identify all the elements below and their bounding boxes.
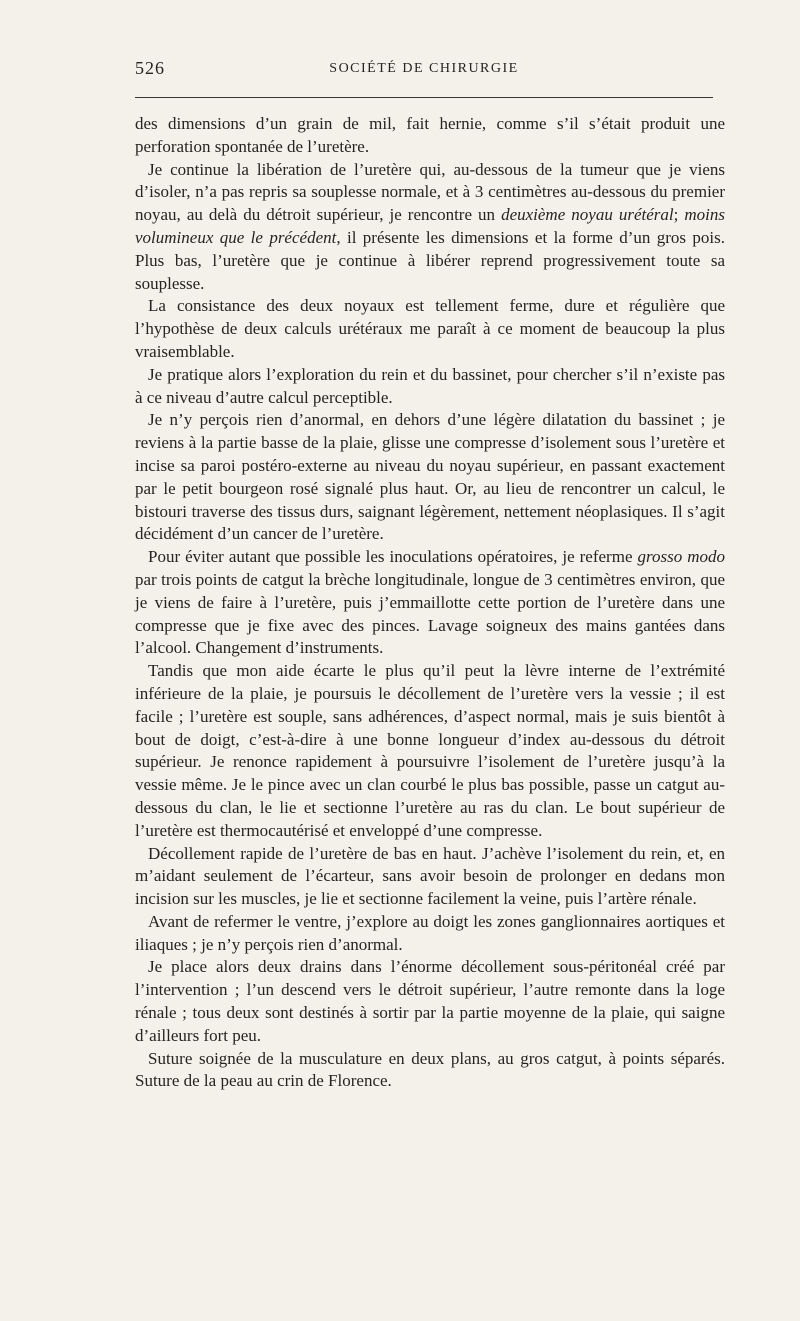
paragraph-2-italic-a: deuxième noyau urétéral [501, 205, 674, 225]
paragraph-6-text-a: Pour éviter autant que possible les inoculations opératoires, je referme [148, 547, 638, 567]
paragraph-6-italic: grosso modo [637, 547, 725, 567]
paragraph-7: Tandis que mon aide écarte le plus qu’il peut la lèvre interne de l’extrémité inférieure de la plaie, je poursuis le décollement de l’uretère vers la vessie ; il est facile ; l’uretère est souple, sans adhérences, d’aspect normal, mais je suis bientôt à bout de doigt, c’est-à-dire à une bonne longueur d’index au-dessous du détroit supérieur. Je renonce rapidement à poursuivre l’isolement de l’uretère jusqu’à la vessie même. Je le pince avec un clan courbé le plus bas possible, passe un catgut au-dessous du clan, le lie et sectionne l’uretère au ras du clan. Le bout supérieur de l’uretère est thermocautérisé et enveloppé d’une compresse. [135, 661, 725, 840]
paragraph-2 [135, 159, 725, 296]
paragraph-10: Je place alors deux drains dans l’énorme décollement sous-péritonéal créé par l’intervention ; l’un descend vers le détroit supérieur, l’autre remonte dans la loge rénale ; tous deux sont destinés à sortir par la partie moyenne de la plaie, qui saigne d’ailleurs fort peu. [135, 957, 725, 1045]
running-title: SOCIÉTÉ DE CHIRURGIE [329, 61, 519, 76]
paragraph-11: Suture soignée de la musculature en deux plans, au gros catgut, à points séparés. Suture de la peau au crin de Florence. [135, 1048, 725, 1091]
paragraph-6-text-b: par trois points de catgut la brèche longitudinale, longue de 3 centimètres environ, que je viens de faire à l’uretère, puis j’emmaillotte cette portion de l’uretère dans une compresse que je fixe avec des pinces. Lavage soigneux des mains gantées dans l’alcool. Changement d’instruments. [135, 569, 725, 658]
paragraph-2-italic-b: moins volumineux que le précédent [135, 205, 726, 247]
paragraph-9: Avant de refermer le ventre, j’explore au doigt les zones ganglionnaires aortiques et iliaques ; je n’y perçois rien d’anormal. [135, 911, 725, 954]
paragraph-2-text-b: ; [673, 205, 685, 225]
paragraph-4: Je pratique alors l’exploration du rein et du bassinet, pour chercher s’il n’existe pas à ce niveau d’autre calcul perceptible. [135, 364, 725, 407]
paragraph-1: des dimensions d’un grain de mil, fait hernie, comme s’il s’était produit une perforation spontanée de l’uretère. [135, 114, 725, 156]
paragraph-2-text-a: Je continue la libération de l’uretère qui, au-dessous de la tumeur que je viens d’isoler, n’a pas repris sa souplesse normale, et à 3 centimètres au-dessous du premier noyau, au delà du détroit supérieur, je rencontre un [135, 159, 725, 225]
paragraph-2-text-c: , il présente les dimensions et la forme d’un gros pois. Plus bas, l’uretère que je continue à libérer reprend progressivement toute sa souplesse. [135, 227, 725, 293]
page-header [135, 58, 713, 88]
header-rule [135, 97, 713, 98]
paragraph-3: La consistance des deux noyaux est tellement ferme, dure et régulière que l’hypothèse de deux calculs urétéraux me paraît à ce moment de beaucoup la plus vraisemblable. [135, 296, 725, 361]
paragraph-8: Décollement rapide de l’uretère de bas en haut. J’achève l’isolement du rein, et, en m’aidant seulement de l’écarteur, sans avoir besoin de prolonger en dedans mon incision sur les muscles, je lie et sectionne facilement la veine, puis l’artère rénale. [135, 843, 725, 909]
page-number: 526 [135, 58, 165, 78]
paragraph-6 [135, 546, 725, 660]
paragraph-5: Je n’y perçois rien d’anormal, en dehors d’une légère dilatation du bassinet ; je reviens à la partie basse de la plaie, glisse une compresse d’isolement sous l’uretère et incise sa paroi postéro-externe au niveau du noyau supérieur, en passant exactement par le petit bourgeon rosé signalé plus haut. Or, au lieu de rencontrer un calcul, le bistouri traverse des tissus durs, saignant légèrement, nettement néoplasiques. Il s’agit décidément d’un cancer de l’uretère. [135, 410, 725, 544]
body-text [135, 113, 725, 1093]
